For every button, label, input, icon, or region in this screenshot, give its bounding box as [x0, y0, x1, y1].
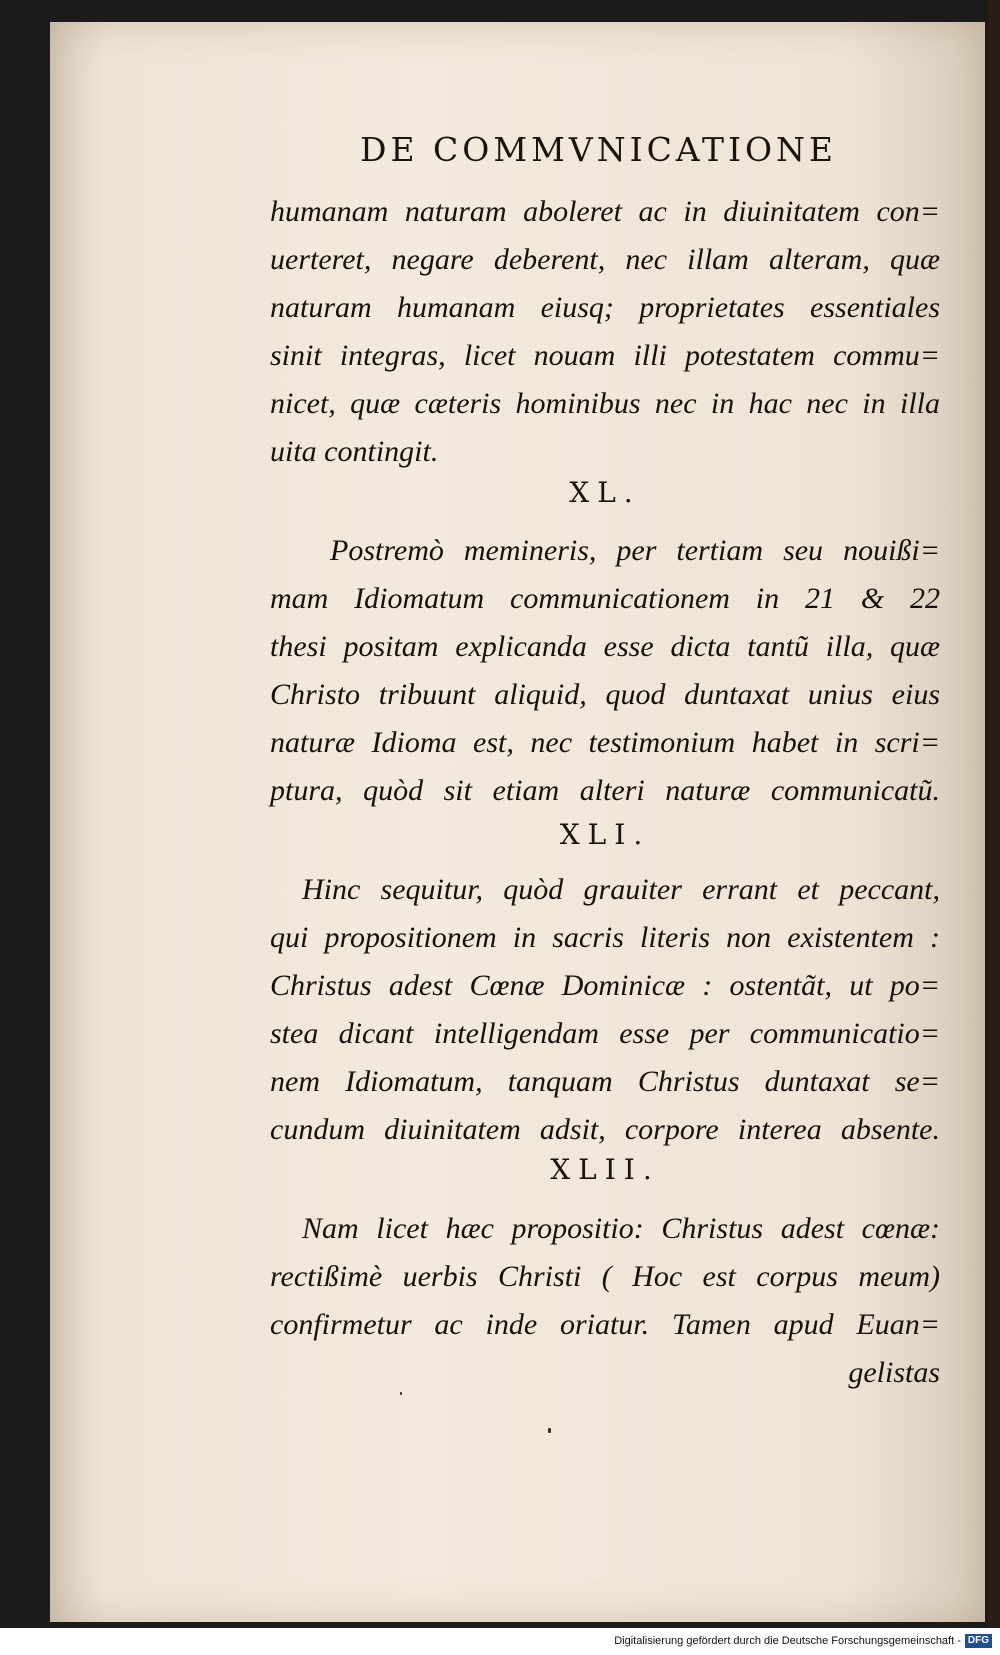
text-line: stea dicant intelligendam esse per communicatio= — [270, 1017, 940, 1050]
text-line: naturæ Idioma est, nec testimonium habet in scri= — [270, 726, 940, 759]
dfg-logo: DFG — [965, 1634, 992, 1648]
paragraph-continued — [270, 188, 940, 476]
ink-speck — [400, 1392, 402, 1395]
text-line: humanam naturam aboleret ac in diuinitatem con= — [270, 195, 940, 228]
text-line: Christus adest Cœnæ Dominicæ : ostentãt, ut po= — [270, 969, 940, 1002]
text-line: rectißimè uerbis Christi ( Hoc est corpus meum) — [270, 1260, 940, 1293]
footer-credit: Digitalisierung gefördert durch die Deutsche Forschungsgemeinschaft - — [614, 1635, 961, 1647]
catchword: gelistas — [848, 1356, 940, 1389]
digitization-footer — [0, 1628, 1000, 1655]
ink-speck — [548, 1428, 551, 1433]
section-heading-xli: XLI. — [559, 818, 651, 851]
text-line: uerteret, negare deberent, nec illam alteram, quæ — [270, 243, 940, 276]
text-line: nem Idiomatum, tanquam Christus duntaxat se= — [270, 1065, 940, 1098]
text-line: sinit integras, licet nouam illi potestatem commu= — [270, 339, 940, 372]
paragraph-xl — [270, 527, 940, 815]
text-line: ptura, quòd sit etiam alteri naturæ communicatũ. — [270, 774, 940, 807]
page-edge — [988, 0, 1000, 1628]
text-line: Hinc sequitur, quòd grauiter errant et peccant, — [302, 873, 940, 906]
text-line: Christo tribuunt aliquid, quod duntaxat unius eius — [270, 678, 940, 711]
text-line: nicet, quæ cæteris hominibus nec in hac nec in illa — [270, 387, 940, 420]
text-line: thesi positam explicanda esse dicta tantũ illa, quæ — [270, 630, 940, 663]
paragraph-xli — [270, 866, 940, 1154]
text-line: Postremò memineris, per tertiam seu nouißi= — [330, 534, 940, 567]
text-line: cundum diuinitatem adsit, corpore interea absente. — [270, 1113, 940, 1146]
text-line: Nam licet hæc propositio: Christus adest cœnæ: — [302, 1212, 940, 1245]
section-heading-xlii: XLII. — [550, 1153, 660, 1186]
running-head: DE COMMVNICATIONE — [360, 130, 838, 169]
text-line: naturam humanam eiusq; proprietates essentiales — [270, 291, 940, 324]
paragraph-xlii — [270, 1205, 940, 1397]
text-line: qui propositionem in sacris literis non existentem : — [270, 921, 940, 954]
text-line: uita contingit. — [270, 435, 439, 468]
section-heading-xl: XL. — [569, 476, 641, 509]
text-line: mam Idiomatum communicationem in 21 & 22 — [270, 582, 940, 615]
text-line: confirmetur ac inde oriatur. Tamen apud Euan= — [270, 1308, 940, 1341]
